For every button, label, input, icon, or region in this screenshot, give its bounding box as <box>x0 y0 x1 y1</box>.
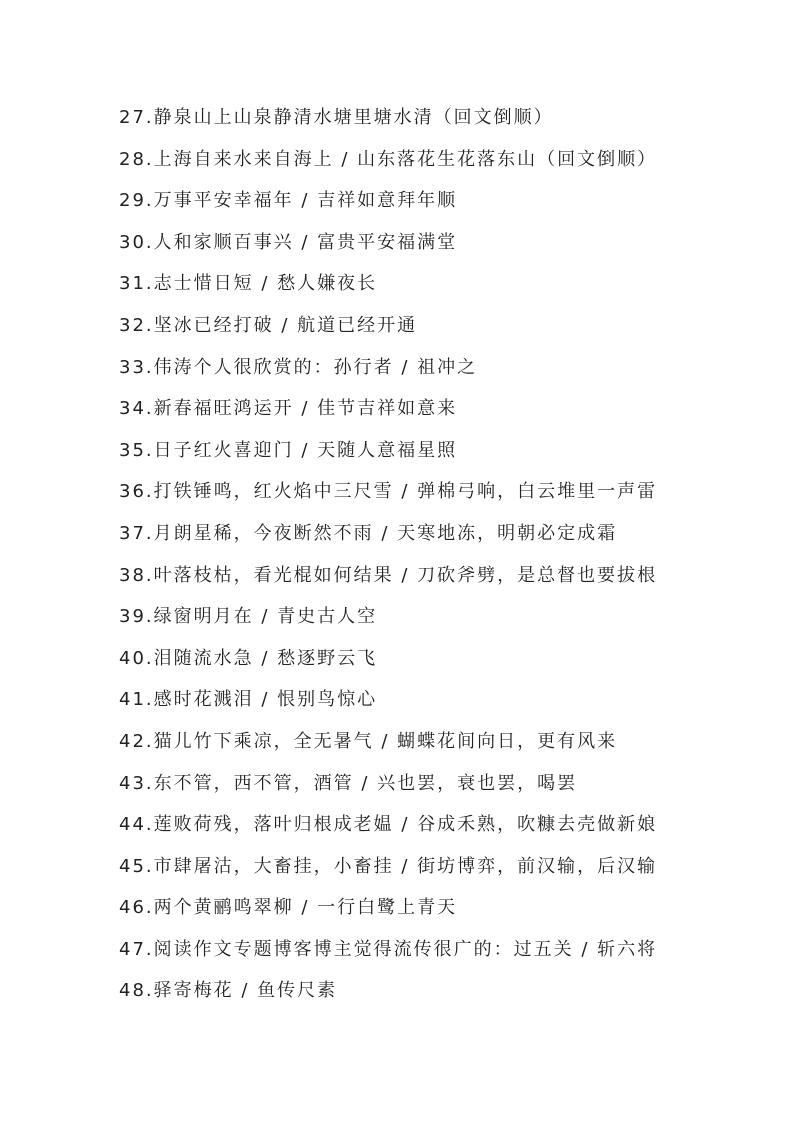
couplet-line-45: 45.市肆屠沽，大畜挂，小畜挂 / 街坊博弈，前汉输，后汉输 <box>119 855 658 877</box>
couplet-line-43: 43.东不管，西不管，酒管 / 兴也罢，衰也罢，喝罢 <box>119 772 578 794</box>
couplet-line-46: 46.两个黄鹂鸣翠柳 / 一行白鹭上青天 <box>119 897 458 919</box>
couplet-line-48: 48.驿寄梅花 / 鱼传尺素 <box>119 980 338 1002</box>
couplet-line-35: 35.日子红火喜迎门 / 天随人意福星照 <box>119 439 458 461</box>
couplet-line-30: 30.人和家顺百事兴 / 富贵平安福满堂 <box>119 231 458 253</box>
couplet-line-34: 34.新春福旺鸿运开 / 佳节吉祥如意来 <box>119 398 458 420</box>
couplet-line-29: 29.万事平安幸福年 / 吉祥如意拜年顺 <box>119 190 458 212</box>
couplet-list <box>119 102 759 1017</box>
couplet-line-33: 33.伟涛个人很欣赏的：孙行者 / 祖冲之 <box>119 356 478 378</box>
couplet-line-39: 39.绿窗明月在 / 青史古人空 <box>119 606 378 628</box>
couplet-line-40: 40.泪随流水急 / 愁逐野云飞 <box>119 647 378 669</box>
couplet-line-38: 38.叶落枝枯，看光棍如何结果 / 刀砍斧劈，是总督也要拔根 <box>119 564 658 586</box>
couplet-line-37: 37.月朗星稀，今夜断然不雨 / 天寒地冻，明朝必定成霜 <box>119 522 618 544</box>
couplet-line-44: 44.莲败荷残，落叶归根成老媪 / 谷成禾熟，吹糠去壳做新娘 <box>119 814 658 836</box>
couplet-line-41: 41.感时花溅泪 / 恨别鸟惊心 <box>119 689 378 711</box>
couplet-line-27: 27.静泉山上山泉静清水塘里塘水清（回文倒顺） <box>119 107 554 128</box>
couplet-line-47: 47.阅读作文专题博客博主觉得流传很广的：过五关 / 斩六将 <box>119 938 658 960</box>
couplet-line-42: 42.猫儿竹下乘凉，全无暑气 / 蝴蝶花间向日，更有风来 <box>119 730 618 752</box>
couplet-line-32: 32.坚冰已经打破 / 航道已经开通 <box>119 314 418 336</box>
couplet-line-36: 36.打铁锤鸣，红火焰中三尺雪 / 弹棉弓响，白云堆里一声雷 <box>119 481 658 503</box>
couplet-line-28: 28.上海自来水来自海上 / 山东落花生花落东山（回文倒顺） <box>119 148 658 170</box>
couplet-line-31: 31.志士惜日短 / 愁人嫌夜长 <box>119 273 378 295</box>
